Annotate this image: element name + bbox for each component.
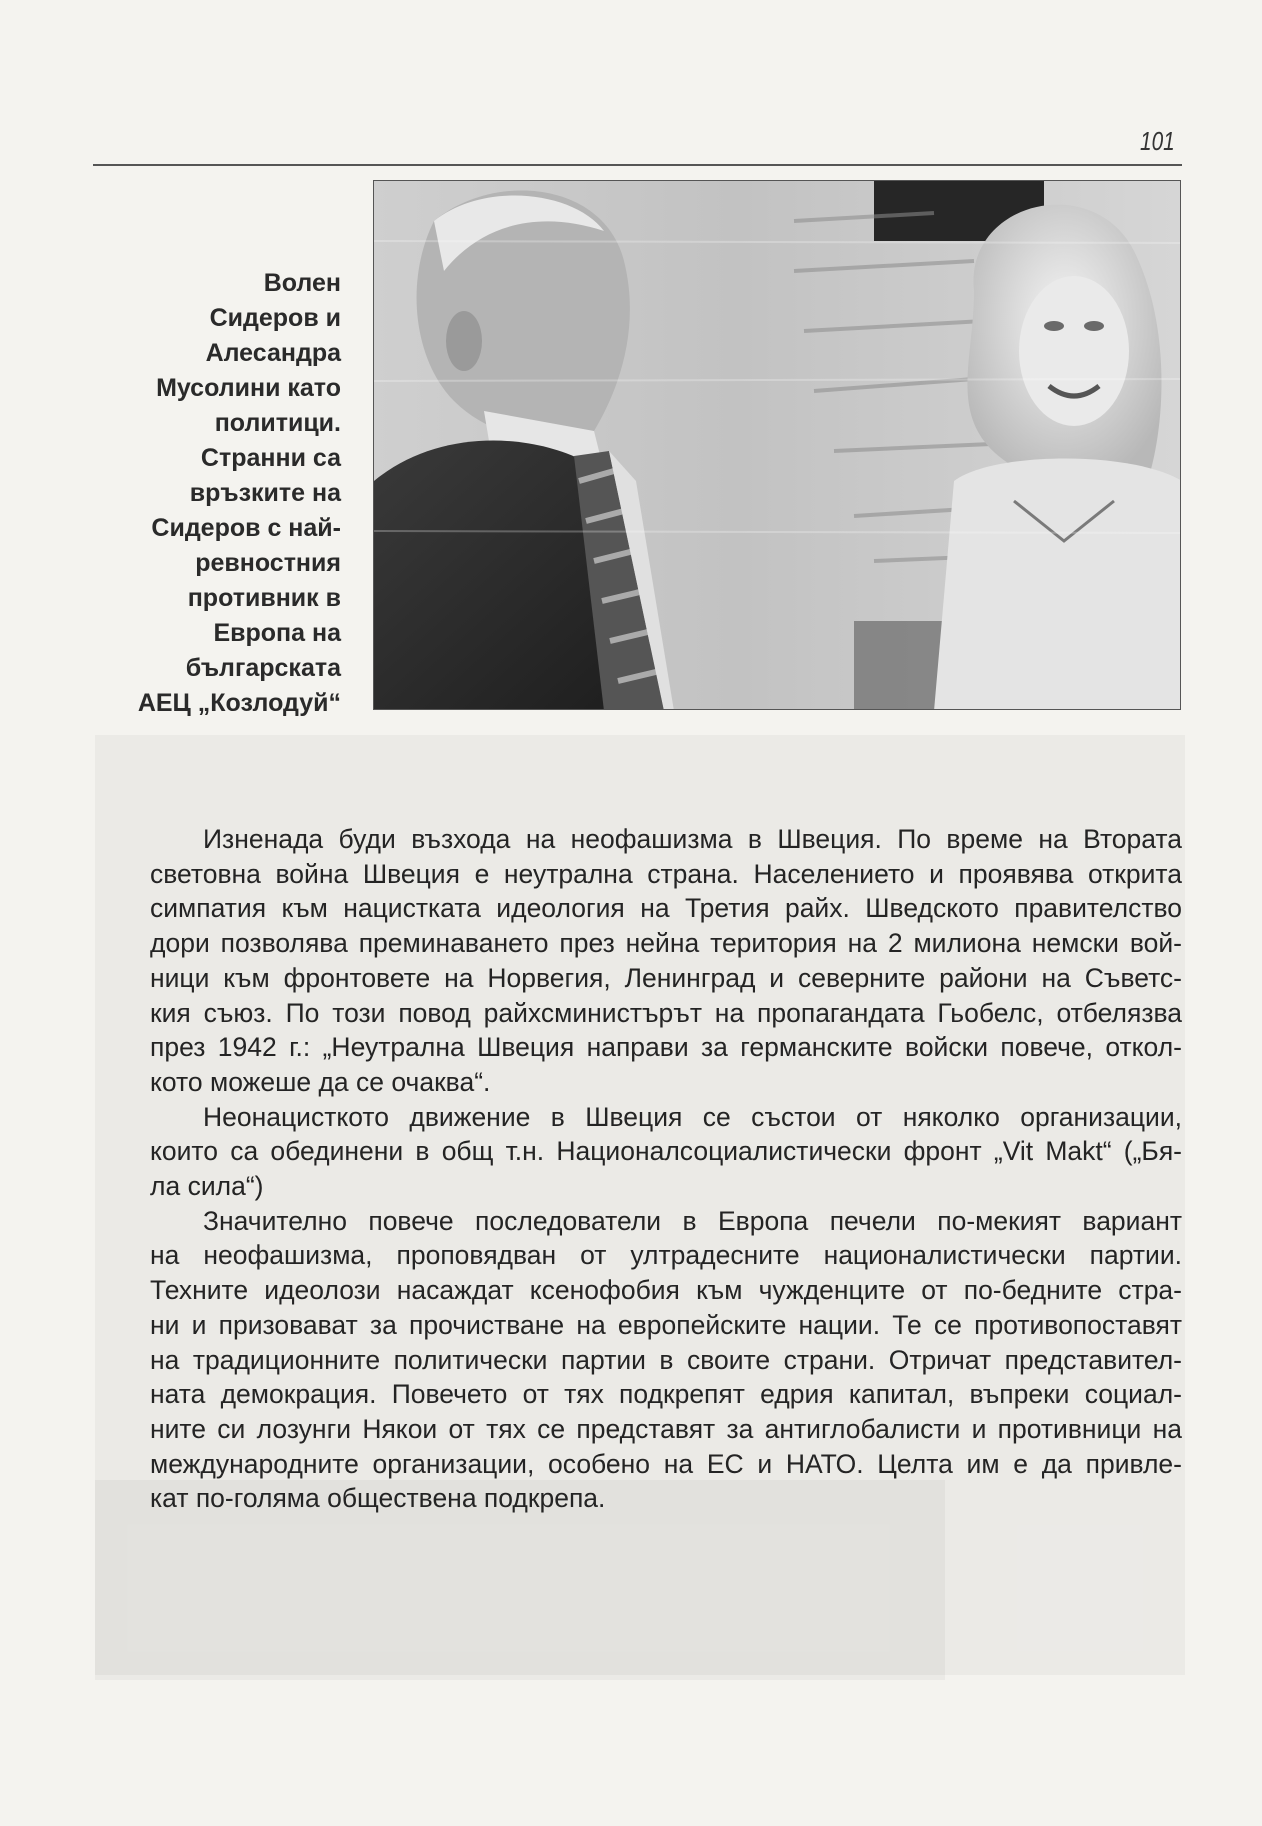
caption-line: Мусолини като bbox=[156, 374, 341, 402]
text-line: ла сила“) bbox=[150, 1171, 264, 1202]
article-body bbox=[150, 822, 1182, 1516]
text-line: на неофашизма, проповядван от ултрадесните националистически партии. bbox=[150, 1240, 1182, 1271]
text-line: през 1942 г.: „Неутрална Швеция направи за германските войски повече, откол- bbox=[150, 1032, 1182, 1063]
text-line: симпатия към нацистката идеология на Третия райх. Шведското правителство bbox=[150, 893, 1182, 924]
caption-line: българската bbox=[185, 654, 341, 682]
text-line: дори позволява преминаването през нейна територия на 2 милиона немски вой- bbox=[150, 928, 1182, 959]
caption-line: ревностния bbox=[195, 549, 341, 577]
text-line: световна война Швеция е неутрална страна. Населението и проявява открита bbox=[150, 858, 1182, 889]
caption-line: Сидеров и bbox=[209, 304, 341, 332]
text-line: международните организации, особено на ЕС и НАТО. Целта им е да привле- bbox=[150, 1448, 1182, 1479]
page-number: 101 bbox=[1140, 126, 1175, 156]
paragraph-2 bbox=[150, 1100, 1182, 1204]
text-line: Значително повече последователи в Европа печели по-мекият вариант bbox=[203, 1205, 1182, 1236]
caption-line: Странни са bbox=[200, 444, 341, 472]
paragraph-1 bbox=[150, 822, 1182, 1100]
text-line: кото можеше да се очаква“. bbox=[150, 1066, 491, 1097]
caption-line: Волен bbox=[263, 269, 341, 297]
caption-line: политици. bbox=[214, 409, 341, 437]
paragraph-3 bbox=[150, 1204, 1182, 1516]
text-line: ни и призовават за прочистване на европейските нации. Те се противопоставят bbox=[150, 1309, 1182, 1340]
text-line: на традиционните политически партии в своите страни. Отричат представител- bbox=[150, 1344, 1182, 1375]
header-rule bbox=[93, 164, 1182, 166]
text-line: кия съюз. По този повод райхсминистърът на пропагандата Гьобелс, отбелязва bbox=[150, 997, 1182, 1028]
caption-line: противник в bbox=[187, 584, 341, 612]
caption-line: АЕЦ „Козлодуй“ bbox=[137, 689, 341, 717]
caption-line: Европа на bbox=[213, 619, 341, 647]
text-line: Неонацисткото движение в Швеция се състои от няколко организации, bbox=[203, 1101, 1182, 1132]
caption-line: връзките на bbox=[189, 479, 341, 507]
photo-two-people-icon bbox=[373, 180, 1181, 710]
text-line: ната демокрация. Повечето от тях подкрепят едрия капитал, въпреки социал- bbox=[150, 1379, 1182, 1410]
text-line: които са обединени в общ т.н. Националсоциалистически фронт „Vit Makt“ („Бя- bbox=[150, 1136, 1182, 1167]
caption-line: Алесандра bbox=[205, 339, 341, 367]
text-line: Изненада буди възхода на неофашизма в Швеция. По време на Втората bbox=[203, 824, 1182, 854]
photo-caption bbox=[95, 266, 341, 721]
text-line: ните си лозунги Някои от тях се представят за антиглобалисти и противници на bbox=[150, 1413, 1182, 1444]
text-line: ници към фронтовете на Норвегия, Ленинград и северните райони на Съветс- bbox=[150, 962, 1182, 993]
text-line: кат по-голяма обществена подкрепа. bbox=[150, 1483, 606, 1514]
text-line: Техните идеолози насаждат ксенофобия към чужденците от по-бедните стра- bbox=[150, 1275, 1182, 1306]
caption-line: Сидеров с най- bbox=[151, 514, 341, 542]
